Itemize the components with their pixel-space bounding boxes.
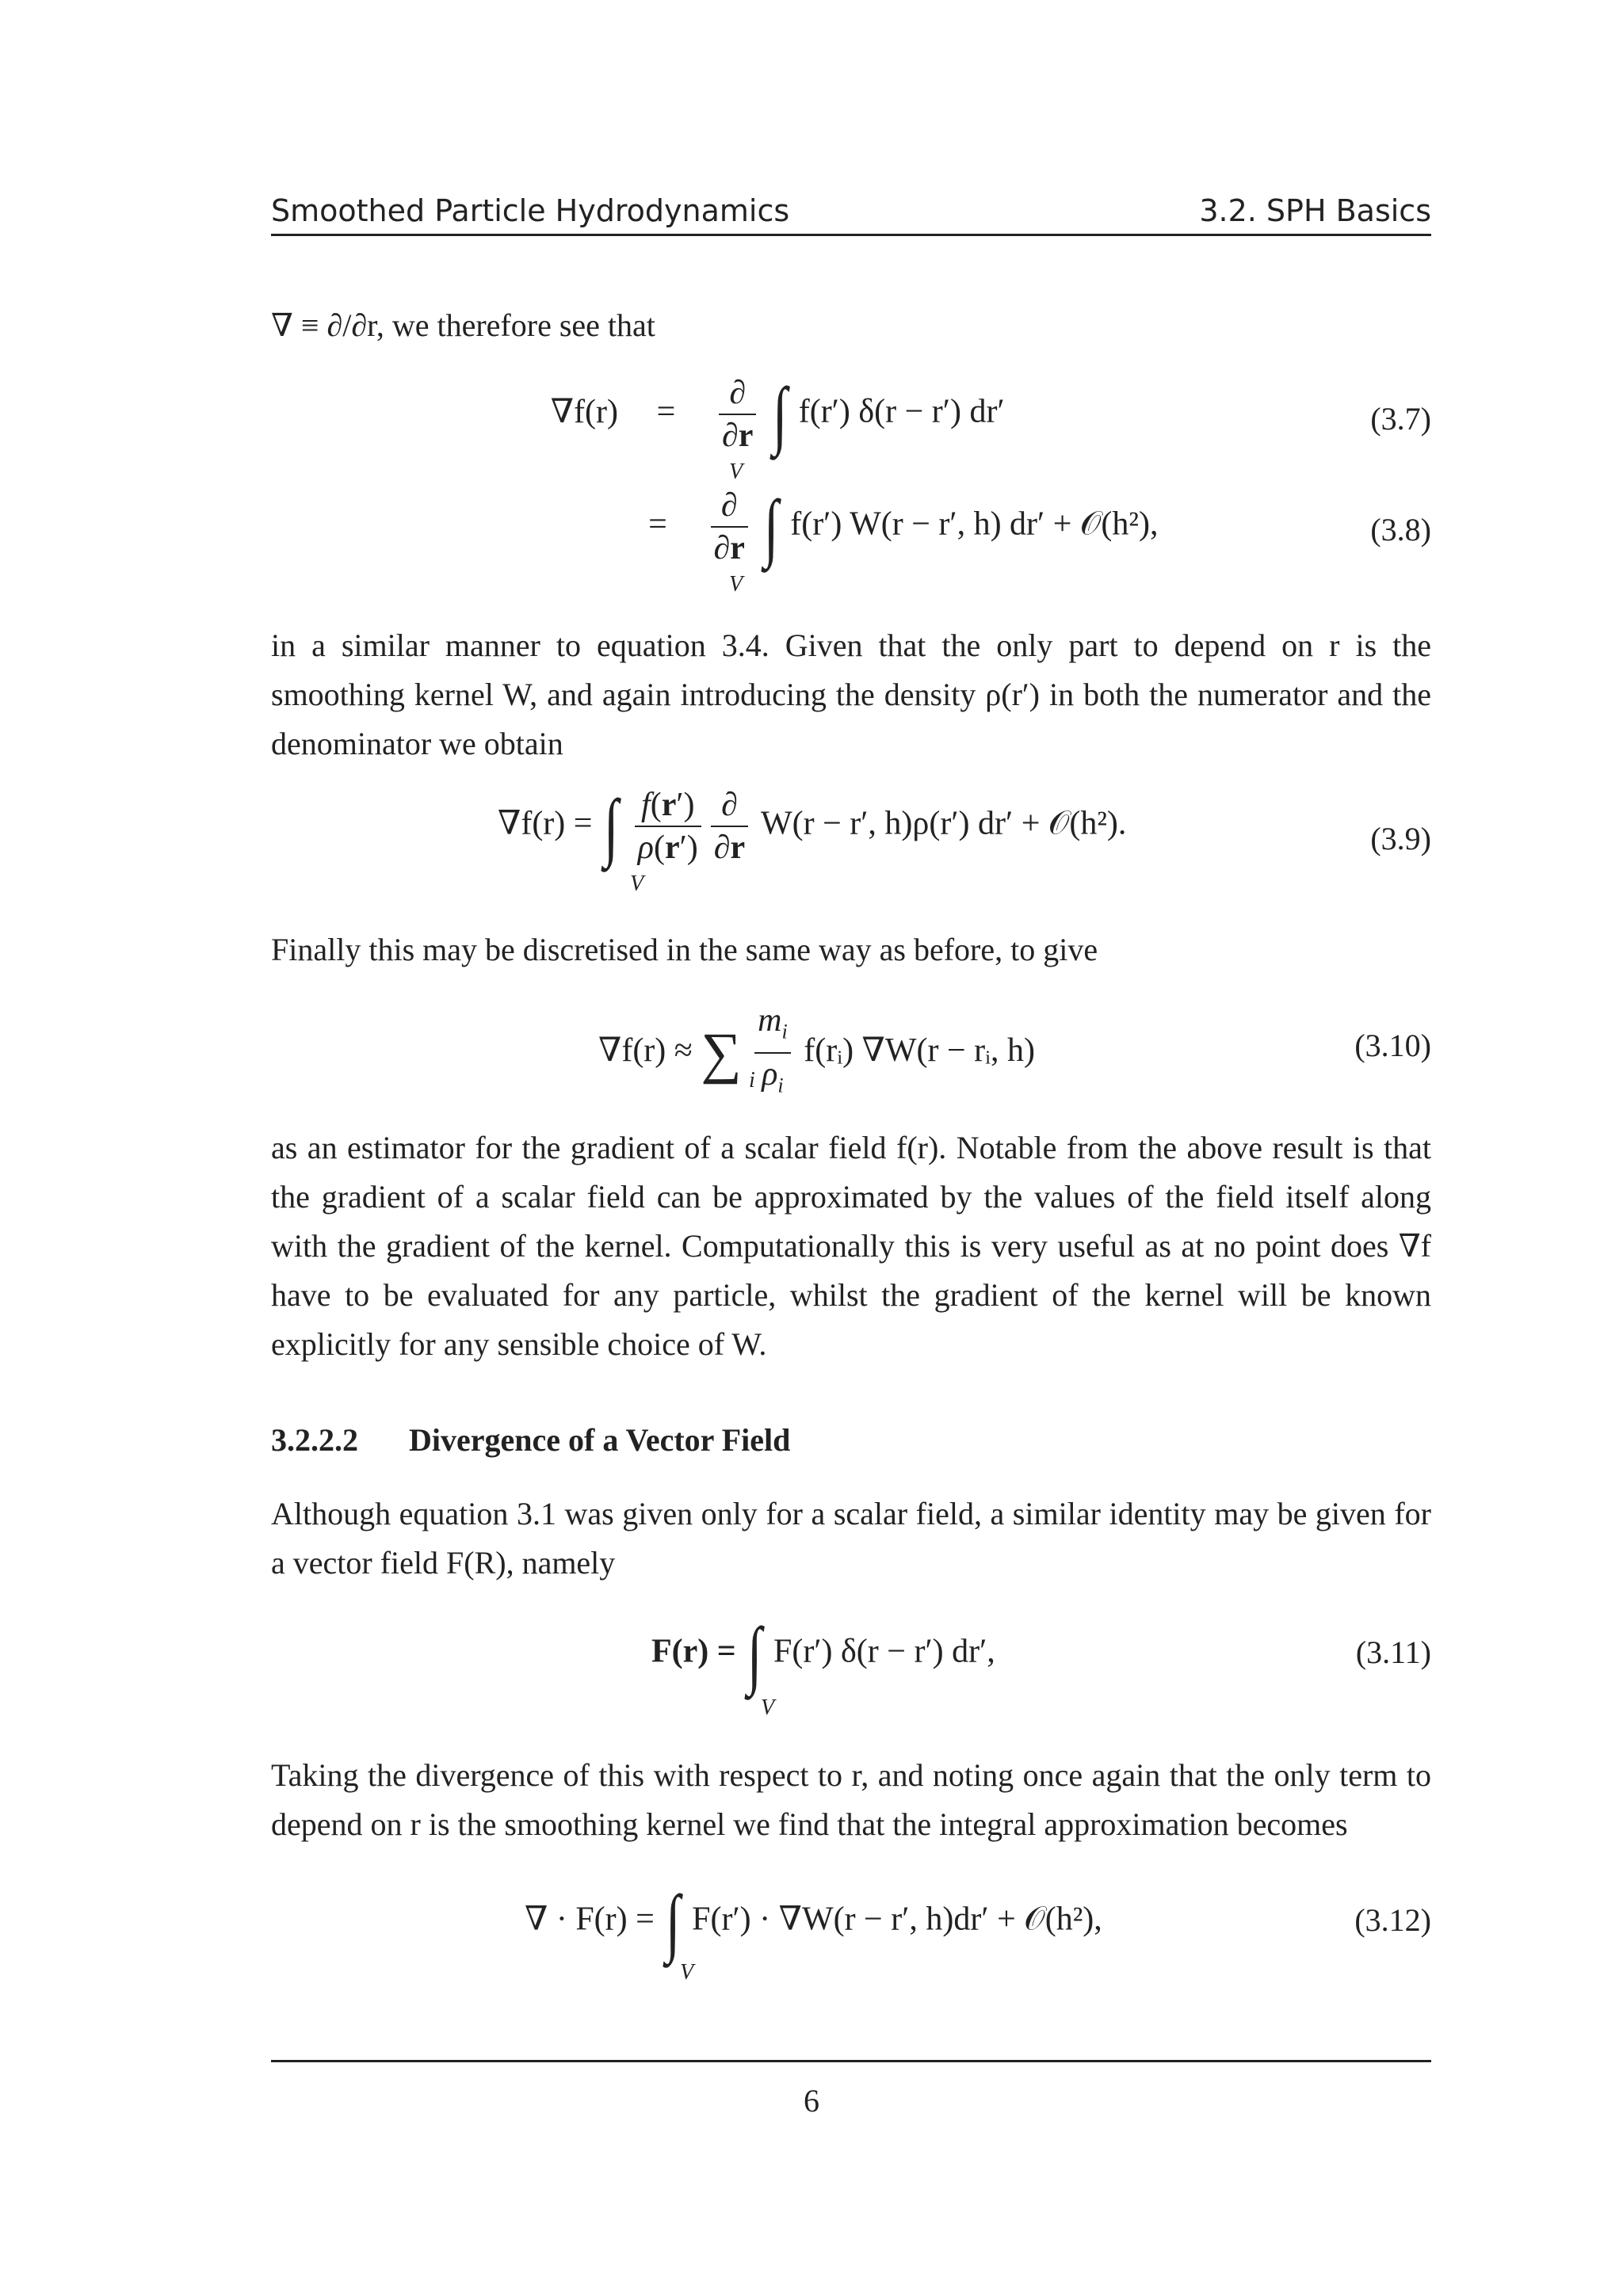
equation-3-7: ∇f(r) = $\frac{\partial}{\partial r}$ ∫ f(r′) δ(r − r′) dr′ [550, 372, 1005, 456]
integral-domain-v: V [680, 1960, 694, 1985]
paragraph-3: as an estimator for the gradient of a scalar field f(r). Notable from the above result is that the gradient of a scalar field can be approximated by the values of the field itself along with the gradient of the kernel. Computationally this is very useful as at no point does ∇f have to be evaluated for any particle, whilst the gradient of the kernel will be known explicitly for any sensible choice of W. [271, 1130, 1431, 1362]
paragraph-5: Taking the divergence of this with respect to r, and noting once again that the only term to depend on r is the smoothing kernel we find that the integral approximation becomes [271, 1757, 1431, 1842]
integral-domain-v: V [729, 572, 743, 597]
intro-text: ∇ ≡ ∂/∂r, we therefore see that [271, 307, 655, 343]
equation-number-3-10: (3.10) [1354, 1028, 1431, 1063]
equation-3-11: F(r) = ∫ F(r′) δ(r − r′) dr′, [651, 1611, 995, 1696]
paragraph-2: Finally this may be discretised in the same way as before, to give [271, 932, 1098, 967]
partial-fraction: $\frac{\partial}{\partial r}$ [711, 485, 748, 569]
integral-sign: ∫ [666, 1879, 681, 1964]
page-number: 6 [804, 2083, 819, 2119]
section-heading [271, 1421, 790, 1459]
mass-density-fraction: $\frac{m_i}{\rho_i}$ [754, 1000, 791, 1107]
integral-sign: ∫ [747, 1611, 762, 1696]
partial-fraction: $\frac{\partial}{\partial r}$ [711, 784, 748, 868]
running-header-right: 3.2. SPH Basics [1199, 193, 1431, 228]
equation-number-3-8: (3.8) [1370, 512, 1431, 547]
paragraph-4: Although equation 3.1 was given only for a scalar field, a similar identity may be given for a vector field F(R), namely [271, 1496, 1431, 1581]
equation-3-12: ∇ · F(r) = ∫ F(r′) · ∇W(r − r′, h)dr′ + 𝒪(h²), [525, 1879, 1102, 1964]
equation-3-9: ∇f(r) = ∫ $\frac{f(r')}{\rho(r')}$ $\frac{\partial}{\partial r}$ W(r − r′, h)ρ(r′) dr′ + 𝒪(h²). [498, 784, 1127, 868]
equation-number-3-9: (3.9) [1370, 821, 1431, 856]
footer-rule [271, 2060, 1431, 2062]
density-fraction: $\frac{f(r')}{\rho(r')}$ [635, 784, 701, 868]
summation-index-i: i [749, 1068, 755, 1093]
equation-number-3-12: (3.12) [1354, 1902, 1431, 1938]
section-number: 3.2.2.2 [271, 1422, 358, 1458]
integral-sign: ∫ [764, 484, 779, 569]
integral-domain-v: V [761, 1695, 775, 1720]
summation-sign: ∑ [701, 1020, 742, 1085]
integral-domain-v: V [630, 871, 644, 896]
integral-domain-v: V [729, 460, 743, 484]
equation-3-8: = $\frac{\partial}{\partial r}$ ∫ f(r′) W(r − r′, h) dr′ + 𝒪(h²), [648, 484, 1159, 569]
integral-sign: ∫ [772, 372, 788, 456]
running-header-left: Smoothed Particle Hydrodynamics [271, 193, 790, 228]
equation-number-3-11: (3.11) [1355, 1634, 1431, 1670]
equation-3-10: ∇f(r) ≈ ∑ $\frac{m_i}{\rho_i}$ f(rᵢ) ∇W(r − rᵢ, h) [598, 1000, 1035, 1107]
header-rule [271, 234, 1431, 236]
integral-sign: ∫ [603, 784, 619, 868]
partial-fraction: $\frac{\partial}{\partial r}$ [719, 372, 756, 456]
equation-number-3-7: (3.7) [1370, 401, 1431, 437]
paragraph-1: in a similar manner to equation 3.4. Given that the only part to depend on r is the smoothing kernel W, and again introducing the density ρ(r′) in both the numerator and the denominator we obtain [271, 627, 1431, 761]
section-title: Divergence of a Vector Field [409, 1422, 791, 1458]
